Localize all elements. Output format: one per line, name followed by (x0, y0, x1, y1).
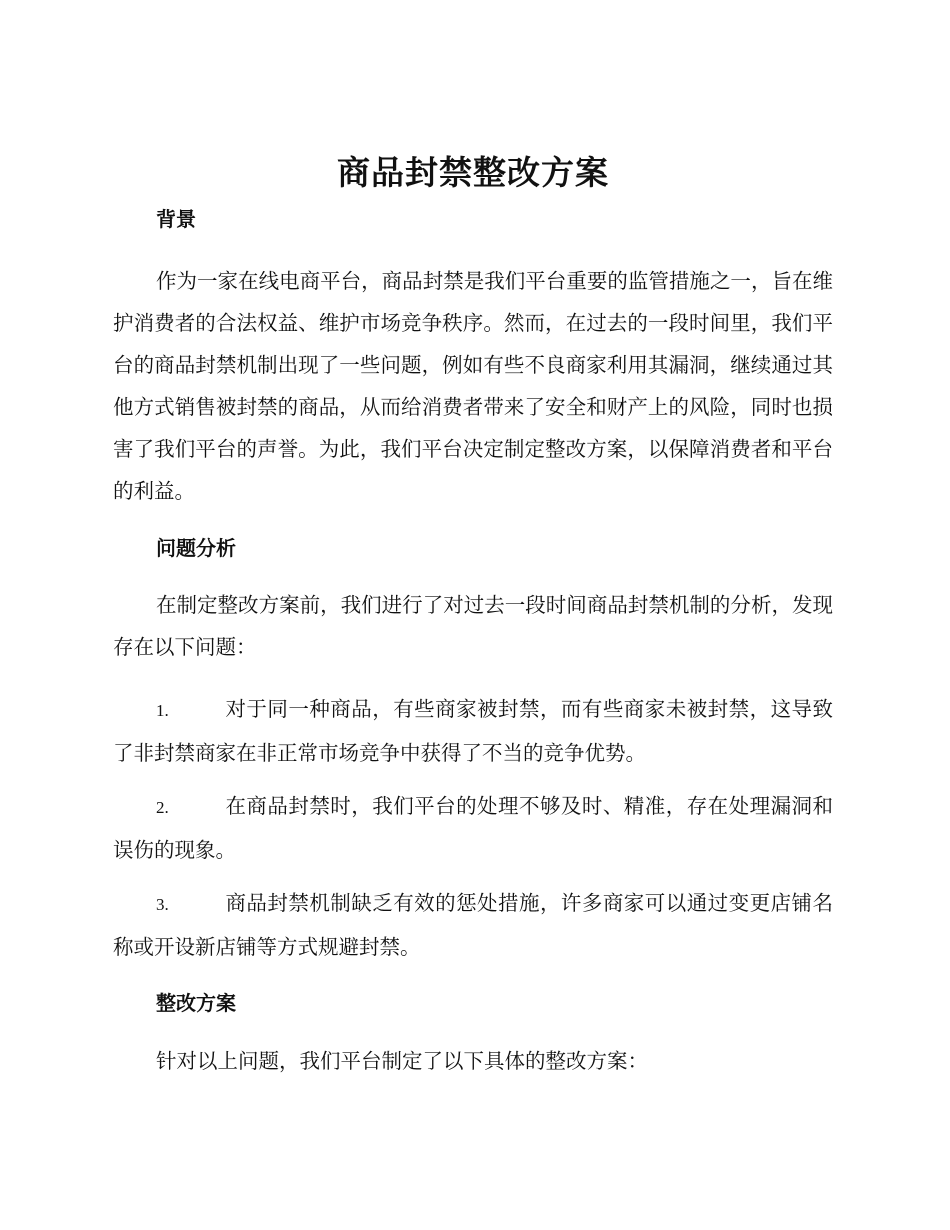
section-heading-plan: 整改方案 (156, 991, 236, 1015)
list-item-text: 商品封禁机制缺乏有效的惩处措施，许多商家可以通过变更店铺名称或开设新店铺等方式规避封禁。 (113, 891, 833, 959)
document-title: 商品封禁整改方案 (337, 153, 609, 192)
list-item-number: 1. (156, 701, 169, 720)
section-heading-analysis: 问题分析 (156, 536, 236, 560)
paragraph-plan-intro: 针对以上问题，我们平台制定了以下具体的整改方案： (156, 1049, 648, 1073)
list-item-number: 3. (156, 895, 169, 914)
list-item (113, 688, 833, 774)
list-item-number: 2. (156, 798, 169, 817)
document-body (113, 148, 833, 1082)
paragraph-background: 作为一家在线电商平台，商品封禁是我们平台重要的监管措施之一，旨在维护消费者的合法权益、维护市场竞争秩序。然而，在过去的一段时间里，我们平台的商品封禁机制出现了一些问题，例如有些不良商家利用其漏洞，继续通过其他方式销售被封禁的商品，从而给消费者带来了安全和财产上的风险，同时也损害了我们平台的声誉。为此，我们平台决定制定整改方案，以保障消费者和平台的利益。 (113, 269, 833, 503)
section-heading-background: 背景 (156, 207, 196, 231)
list-item-text: 在商品封禁时，我们平台的处理不够及时、精准，存在处理漏洞和误伤的现象。 (113, 794, 833, 862)
list-item (113, 785, 833, 871)
list-item (113, 882, 833, 968)
paragraph-analysis-intro: 在制定整改方案前，我们进行了对过去一段时间商品封禁机制的分析，发现存在以下问题： (113, 593, 833, 659)
list-item-text: 对于同一种商品，有些商家被封禁，而有些商家未被封禁，这导致了非封禁商家在非正常市场竞争中获得了不当的竞争优势。 (113, 697, 833, 765)
